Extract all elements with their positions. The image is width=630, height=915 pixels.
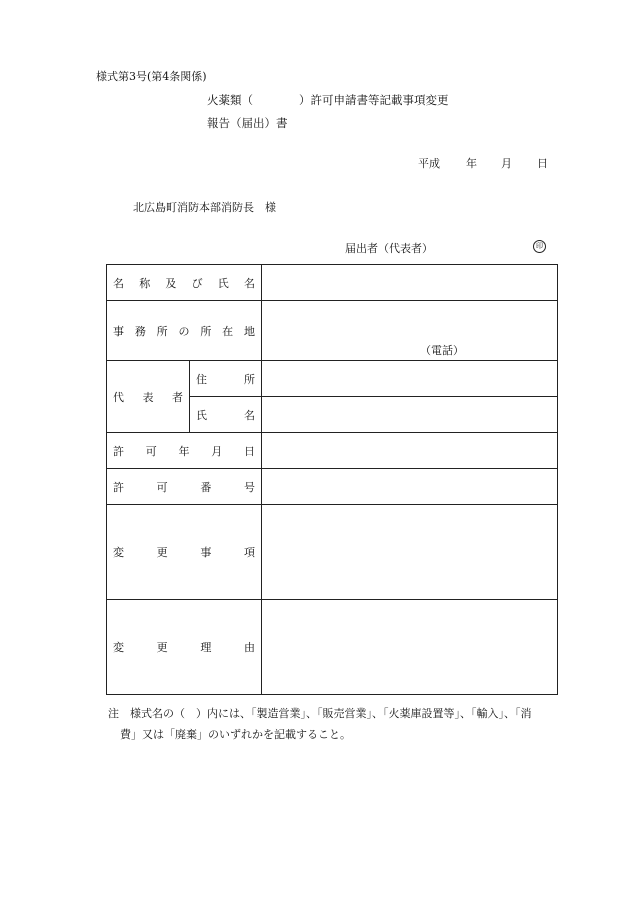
table-row <box>107 505 558 600</box>
permit-date-field[interactable] <box>262 433 558 469</box>
change-reason-label <box>113 639 255 655</box>
label-char: 者 <box>172 390 183 404</box>
label-char: 変 <box>113 641 124 654</box>
label-char: 在 <box>222 324 234 338</box>
label-char: 所 <box>244 372 255 386</box>
address-label <box>196 371 255 387</box>
label-char: 事 <box>113 324 124 338</box>
note-line2: 費」又は「廃棄」のいずれかを記載すること。 <box>120 728 351 741</box>
label-char: 項 <box>243 546 255 559</box>
label-char: 理 <box>200 641 212 654</box>
permit-number-label <box>113 479 255 495</box>
label-char: 氏 <box>196 408 207 422</box>
document-title-line2: 報告（届出）書 <box>207 116 288 130</box>
address-label-cell <box>190 361 262 397</box>
label-char: 許 <box>113 444 124 458</box>
representative-label-cell <box>107 361 190 433</box>
document-title-line1: 火薬類（ ）許可申請書等記載事項変更 <box>207 93 449 107</box>
person-name-label-cell <box>190 397 262 433</box>
label-char: 更 <box>156 546 168 559</box>
table-row <box>107 361 558 397</box>
label-char: 可 <box>156 480 168 494</box>
label-char: 月 <box>211 444 223 458</box>
note-line1: 注 様式名の（ ）内には、「製造営業」、「販売営業」、「火薬庫設置等」、「輸入」、「消 <box>108 707 532 720</box>
label-char: 称 <box>139 276 151 290</box>
table-row <box>107 433 558 469</box>
label-char: 地 <box>243 324 255 338</box>
table-row <box>107 600 558 695</box>
change-reason-label-cell <box>107 600 262 695</box>
label-char: 由 <box>243 641 255 654</box>
label-char: の <box>178 324 190 338</box>
label-char: 号 <box>243 480 255 494</box>
label-char: 番 <box>200 480 212 494</box>
date-era: 平成 <box>418 157 440 170</box>
label-char: 表 <box>142 390 154 404</box>
label-char: 可 <box>145 444 157 458</box>
change-reason-field[interactable] <box>262 600 558 695</box>
table-row <box>107 469 558 505</box>
office-label-cell <box>107 301 262 361</box>
name-label <box>113 275 255 291</box>
label-char: 許 <box>113 480 124 494</box>
label-char: び <box>191 276 203 290</box>
change-items-label-cell <box>107 505 262 600</box>
label-char: 所 <box>156 324 168 338</box>
label-char: 更 <box>156 641 168 654</box>
form-number-label: 様式第3号(第4条関係) <box>96 70 207 83</box>
label-char: 務 <box>134 324 146 338</box>
seal-mark-icon: 印 <box>533 240 546 253</box>
permit-date-label <box>113 443 255 459</box>
label-char: 氏 <box>217 276 229 290</box>
label-char: 年 <box>178 444 190 458</box>
name-field[interactable] <box>262 265 558 301</box>
representative-name-field[interactable] <box>262 397 558 433</box>
recipient-line: 北広島町消防本部消防長 様 <box>133 201 276 214</box>
change-items-label <box>113 544 255 560</box>
representative-label <box>113 389 183 405</box>
report-form-table <box>106 264 558 695</box>
representative-address-field[interactable] <box>262 361 558 397</box>
change-items-field[interactable] <box>262 505 558 600</box>
person-name-label <box>196 407 255 423</box>
reporter-label: 届出者（代表者） <box>345 242 433 255</box>
table-row <box>107 301 558 361</box>
label-char: 住 <box>196 372 207 386</box>
label-char: 及 <box>165 276 177 290</box>
office-address-label <box>113 323 255 339</box>
date-month-label: 月 <box>501 157 512 170</box>
office-address-field[interactable] <box>262 301 558 361</box>
permit-date-label-cell <box>107 433 262 469</box>
label-char: 代 <box>113 390 124 404</box>
name-label-cell <box>107 265 262 301</box>
date-day-label: 日 <box>537 157 548 170</box>
label-char: 所 <box>200 324 212 338</box>
phone-label: （電話） <box>420 344 464 357</box>
label-char: 事 <box>200 546 212 559</box>
label-char: 日 <box>244 444 255 458</box>
label-char: 名 <box>113 276 124 290</box>
permit-number-field[interactable] <box>262 469 558 505</box>
label-char: 名 <box>244 408 255 422</box>
date-year-label: 年 <box>466 157 477 170</box>
label-char: 変 <box>113 546 124 559</box>
table-row <box>107 265 558 301</box>
label-char: 名 <box>243 276 255 290</box>
permit-number-label-cell <box>107 469 262 505</box>
